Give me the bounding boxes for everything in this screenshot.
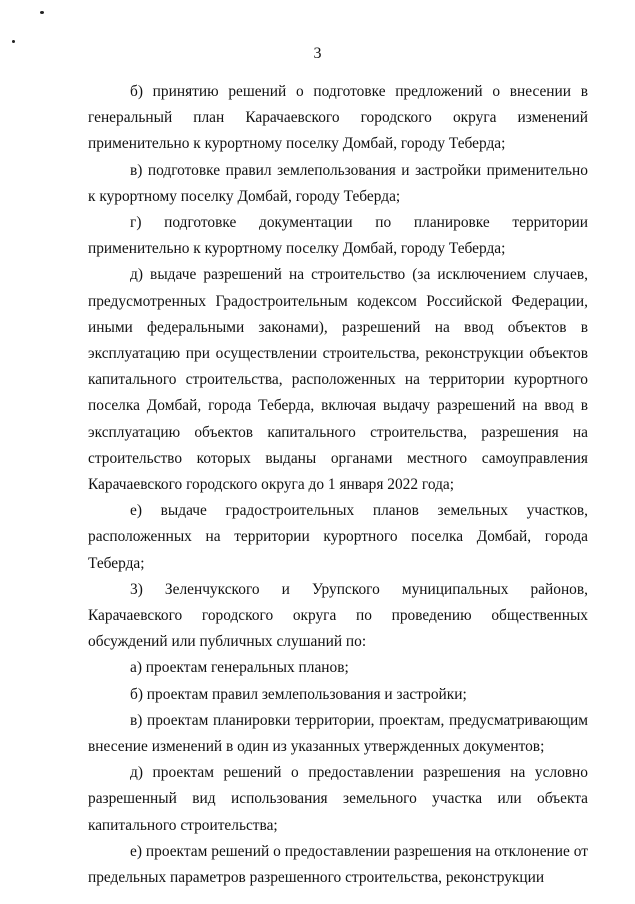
paragraph-g-planning-documentation: г) подготовке документации по планировке территории применительно к курортному поселку Домбай, городу Теберда; xyxy=(88,214,588,258)
paragraph-d-conditional-use: д) проектам решений о предоставлении разрешения на условно разрешенный вид использования земельного участка или объекта капитального строительства; xyxy=(88,764,588,834)
paragraph-b-land-use-rules: б) проектам правил землепользования и застройки; xyxy=(130,685,467,703)
paragraph-e-urban-planning-plans: е) выдаче градостроительных планов земельных участков, расположенных на территории курортного поселка Домбай, города Теберда; xyxy=(88,502,588,572)
paragraph-e-deviation-permits: е) проектам решений о предоставлении разрешения на отклонение от предельных параметров разрешенного строительства, реконструкции xyxy=(88,842,588,887)
scan-speck xyxy=(12,40,15,43)
paragraph-a-general-plans: а) проектам генеральных планов; xyxy=(130,659,349,677)
paragraph-d-construction-permits: д) выдаче разрешений на строительство (за исключением случаев, предусмотренных Градостроительным кодексом Российской Федерации, иными федеральными законами), разрешений на ввод объектов в эксплуатацию при осуществлении строительства, реконструкции объектов капитального строительства, расположенных на территории курортного поселка Домбай, города Теберда, включая выдачу разрешений на ввод в эксплуатацию объектов капитального строительства, разрешения на строительство которых выданы органами местного самоуправления Карачаевского городского округа до 1 января 2022 года; xyxy=(88,266,588,494)
page-number: 3 xyxy=(313,45,322,62)
paragraph-v-territory-planning: в) проектам планировки территории, проектам, предусматривающим внесение изменений в один из указанных утвержденных документов; xyxy=(88,711,588,756)
paragraph-3-public-hearings: 3) Зеленчукского и Урупского муниципальных районов, Карачаевского городского округа по проведению общественных обсуждений или публичных слушаний по: xyxy=(88,580,588,651)
scan-speck xyxy=(40,11,44,14)
paragraph-b-general-plan: б) принятию решений о подготовке предложений о внесении в генеральный план Карачаевского городского округа изменений применительно к курортному поселку Домбай, городу Теберда; xyxy=(88,83,588,153)
paragraph-v-land-use-rules: в) подготовке правил землепользования и застройки применительно к курортному поселку Домбай, городу Теберда; xyxy=(88,161,588,205)
document-body xyxy=(88,79,588,891)
